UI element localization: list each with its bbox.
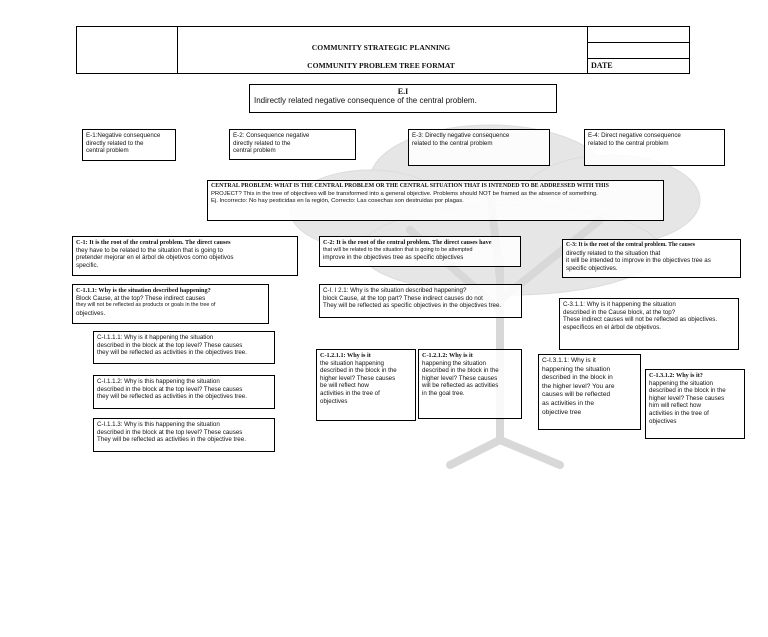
- effect-line: directly related to the: [233, 139, 291, 147]
- cause-line: específicos en el árbol de objetivos.: [563, 323, 662, 331]
- cause-line: pretender mejorar en el árbol de objetivos como objetivos: [76, 254, 234, 262]
- effect-box-e1: [82, 129, 176, 161]
- cause-line: They will be reflected as specific objectives in the objectives tree.: [323, 302, 502, 310]
- cause-heading: C-1.2.1.1: Why is it: [320, 352, 371, 359]
- page-title: COMMUNITY STRATEGIC PLANNING: [311, 43, 451, 52]
- cause-heading: C-1.3.1.2: Why is it?: [649, 372, 703, 379]
- cause-box-c1211: [316, 349, 416, 421]
- effect-line: E-2: Consequence negative: [233, 132, 310, 139]
- cause-line: described in the block at the top level? These causes: [97, 341, 243, 349]
- effect-line: central problem: [233, 147, 276, 155]
- cause-line: described in the Cause block, at the top?: [563, 308, 676, 316]
- cause-box-c3: [562, 239, 741, 278]
- central-problem-line: Ej. Incorrecto: No hay pesticidas en la región, Correcto: Las cosechas son destruidas por plagas.: [211, 198, 464, 205]
- cause-line: They will be reflected as activities in the objective tree.: [97, 436, 246, 444]
- cause-heading: C-1.2.1.2: Why is it: [422, 352, 473, 359]
- cause-line: objectives.: [76, 309, 106, 317]
- cause-line: they will be reflected as activities in the objectives tree.: [97, 393, 247, 401]
- cause-line: happening the situation: [649, 379, 713, 387]
- cause-line: that will be related to the situation that is going to be attempted: [323, 246, 473, 253]
- effect-indirect-code: E.I: [397, 87, 409, 96]
- effect-line: central problem: [86, 147, 129, 155]
- cause-line: higher level? These causes: [649, 394, 725, 402]
- cause-line: C-I.1.1.1: Why is it happening the situation: [97, 334, 214, 341]
- effect-indirect-box: [249, 84, 557, 113]
- effect-box-e2: [229, 129, 356, 160]
- cause-line: specific.: [76, 261, 99, 269]
- cause-heading: C-3.1.1: Why is it happening the situation: [563, 301, 676, 308]
- cause-line: be will reflect how: [320, 382, 369, 390]
- cause-line: him will reflect how: [649, 402, 701, 410]
- cause-line: activities in the tree of: [320, 389, 380, 397]
- cause-line: they will be reflected as activities in the objectives tree.: [97, 349, 247, 357]
- cause-heading: C-3: It is the root of the central problem. The causes: [566, 242, 695, 248]
- cause-line: the higher level? You are: [542, 382, 615, 390]
- cause-line: C-I. I 2.1: Why is the situation described happening?: [323, 287, 467, 294]
- effect-box-e3: [408, 129, 550, 166]
- cause-heading: C-2: It is the root of the central problem. The direct causes have: [323, 239, 492, 246]
- cause-line: objective tree: [542, 408, 582, 416]
- central-problem-box: [207, 180, 664, 221]
- effect-line: related to the central problem: [412, 139, 493, 147]
- cause-line: C-I.1.1.2: Why is this happening the situation: [97, 378, 220, 385]
- cause-line: described in the block at the top level? These causes: [97, 428, 243, 436]
- date-label: DATE: [591, 61, 613, 70]
- effect-box-e4: [584, 129, 725, 166]
- cause-box-c121: [319, 284, 522, 318]
- cause-box-c311: [559, 298, 739, 350]
- effect-line: E-3: Directly negative consequence: [412, 132, 510, 139]
- cause-line: in the goal tree.: [422, 389, 465, 397]
- cause-line: causes will be reflected: [542, 391, 611, 399]
- cause-line: C-I.3.1.1: Why is it: [542, 357, 596, 364]
- effect-indirect-text: Indirectly related negative consequence of the central problem.: [254, 96, 477, 105]
- cause-box-c2: [319, 236, 521, 267]
- cause-box-c1: [72, 236, 298, 276]
- cause-line: described in the block in the: [649, 387, 726, 395]
- page-subtitle: COMMUNITY PROBLEM TREE FORMAT: [307, 61, 455, 70]
- cause-line: objectives: [320, 397, 348, 405]
- cause-line: improve in the objectives tree as specific objectives: [323, 254, 464, 262]
- cause-heading: C-1.1.1: Why is the situation described happening?: [76, 287, 211, 294]
- cause-box-c1112: [93, 375, 275, 409]
- cause-line: Block Cause, at the top? These indirect causes: [76, 294, 206, 302]
- cause-line: activities in the tree of: [649, 409, 709, 417]
- effect-line: E-1:Negative consequence: [86, 132, 161, 139]
- header-divider: [587, 42, 690, 43]
- cause-line: described in the block in the: [422, 367, 499, 375]
- cause-box-c111: [72, 284, 269, 324]
- cause-line: happening the situation: [542, 365, 611, 373]
- cause-box-c1312: [645, 369, 745, 439]
- cause-line: the situation happening: [320, 359, 384, 367]
- cause-line: specific objectives.: [566, 264, 618, 272]
- cause-line: described in the block in the: [320, 367, 397, 375]
- cause-line: directly related to the situation that: [566, 249, 661, 257]
- cause-line: These indirect causes will not be reflected as objectives.: [563, 316, 718, 324]
- cause-line: block Cause, at the top part? These indirect causes do not: [323, 294, 483, 302]
- cause-heading: C-1: It is the root of the central problem. The direct causes: [76, 239, 231, 246]
- cause-line: objectives: [649, 417, 677, 425]
- cause-line: will be reflected as activities: [422, 382, 499, 390]
- cause-line: higher level? These causes: [422, 374, 498, 382]
- header-divider: [587, 27, 588, 73]
- effect-line: directly related to the: [86, 139, 144, 147]
- cause-line: they will not be reflected as products or goals in the tree of: [76, 302, 216, 309]
- cause-line: higher level? These causes: [320, 374, 396, 382]
- cause-box-c1212: [418, 349, 522, 419]
- header-divider: [587, 58, 690, 59]
- cause-line: it will be intended to improve in the objectives tree as: [566, 257, 711, 265]
- effect-line: related to the central problem: [588, 139, 669, 147]
- effect-line: E-4: Direct negative consequence: [588, 132, 681, 139]
- cause-box-c1311: [538, 354, 641, 430]
- cause-line: they have to be related to the situation that is going to: [76, 246, 223, 254]
- cause-box-c1113: [93, 418, 275, 452]
- cause-box-c1111: [93, 331, 275, 364]
- cause-line: described in the block at the top level? These causes: [97, 385, 243, 393]
- central-problem-line: PROJECT? This in the tree of objectives will be transformed into a general objective. Problems should NOT be framed as the absence of something.: [211, 190, 598, 197]
- cause-line: happening the situation: [422, 359, 486, 367]
- central-problem-heading: CENTRAL PROBLEM: WHAT IS THE CENTRAL PROBLEM OR THE CENTRAL SITUATION THAT IS INTENDED TO BE ADDRESSED WITH THIS: [211, 183, 609, 189]
- cause-line: described in the block in: [542, 374, 613, 382]
- cause-line: C-I.1.1.3: Why is this happening the situation: [97, 421, 220, 428]
- cause-line: as activities in the: [542, 399, 595, 407]
